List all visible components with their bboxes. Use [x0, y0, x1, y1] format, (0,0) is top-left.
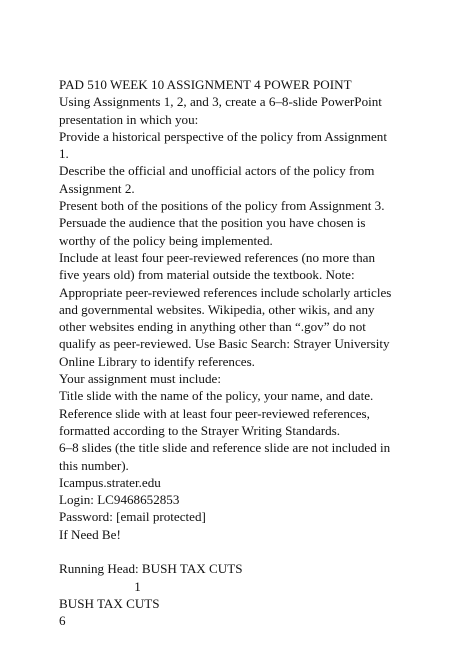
requirement-line: formatted according to the Strayer Writing Standards. — [59, 422, 341, 438]
instruction-line: presentation in which you: — [59, 111, 199, 127]
running-head: Running Head: BUSH TAX CUTS — [59, 561, 243, 577]
requirements-heading: Your assignment must include: — [59, 371, 221, 387]
instruction-line: Using Assignments 1, 2, and 3, create a 6–8-slide PowerPoint — [59, 94, 382, 110]
site-url: Icampus.strater.edu — [59, 474, 161, 490]
instruction-line: and governmental websites. Wikipedia, other wikis, and any — [59, 301, 375, 317]
instruction-line: qualify as peer-reviewed. Use Basic Search: Strayer University — [59, 336, 390, 352]
page-number: 6 — [59, 613, 66, 629]
page-number: 1 — [59, 578, 141, 594]
password-line: Password: [email protected] — [59, 509, 206, 525]
instruction-line: other websites ending in anything other than “.gov” do not — [59, 319, 366, 335]
requirement-line: Title slide with the name of the policy, your name, and date. — [59, 388, 374, 404]
instruction-line: Include at least four peer-reviewed references (no more than — [59, 249, 376, 265]
section-title: BUSH TAX CUTS — [59, 595, 160, 611]
instruction-line: Appropriate peer-reviewed references include scholarly articles — [59, 284, 392, 300]
instruction-line: Online Library to identify references. — [59, 353, 255, 369]
instruction-line: five years old) from material outside the textbook. Note: — [59, 267, 355, 283]
instruction-line: worthy of the policy being implemented. — [59, 232, 273, 248]
instruction-line: Provide a historical perspective of the policy from Assignment — [59, 128, 387, 144]
login-line: Login: LC9468652853 — [59, 492, 180, 508]
requirement-line: this number). — [59, 457, 129, 473]
requirement-line: 6–8 slides (the title slide and reference slide are not included in — [59, 440, 391, 456]
instruction-line: Assignment 2. — [59, 180, 135, 196]
instruction-line: Describe the official and unofficial actors of the policy from — [59, 163, 375, 179]
document-text — [59, 76, 439, 630]
assignment-title: PAD 510 WEEK 10 ASSIGNMENT 4 POWER POINT — [59, 77, 352, 92]
instruction-line: Present both of the positions of the policy from Assignment 3. — [59, 198, 385, 214]
instruction-line: 1. — [59, 146, 69, 162]
requirement-line: Reference slide with at least four peer-reviewed references, — [59, 405, 370, 421]
instruction-line: Persuade the audience that the position you have chosen is — [59, 215, 366, 231]
note-line: If Need Be! — [59, 526, 121, 542]
blank-line — [59, 543, 439, 560]
